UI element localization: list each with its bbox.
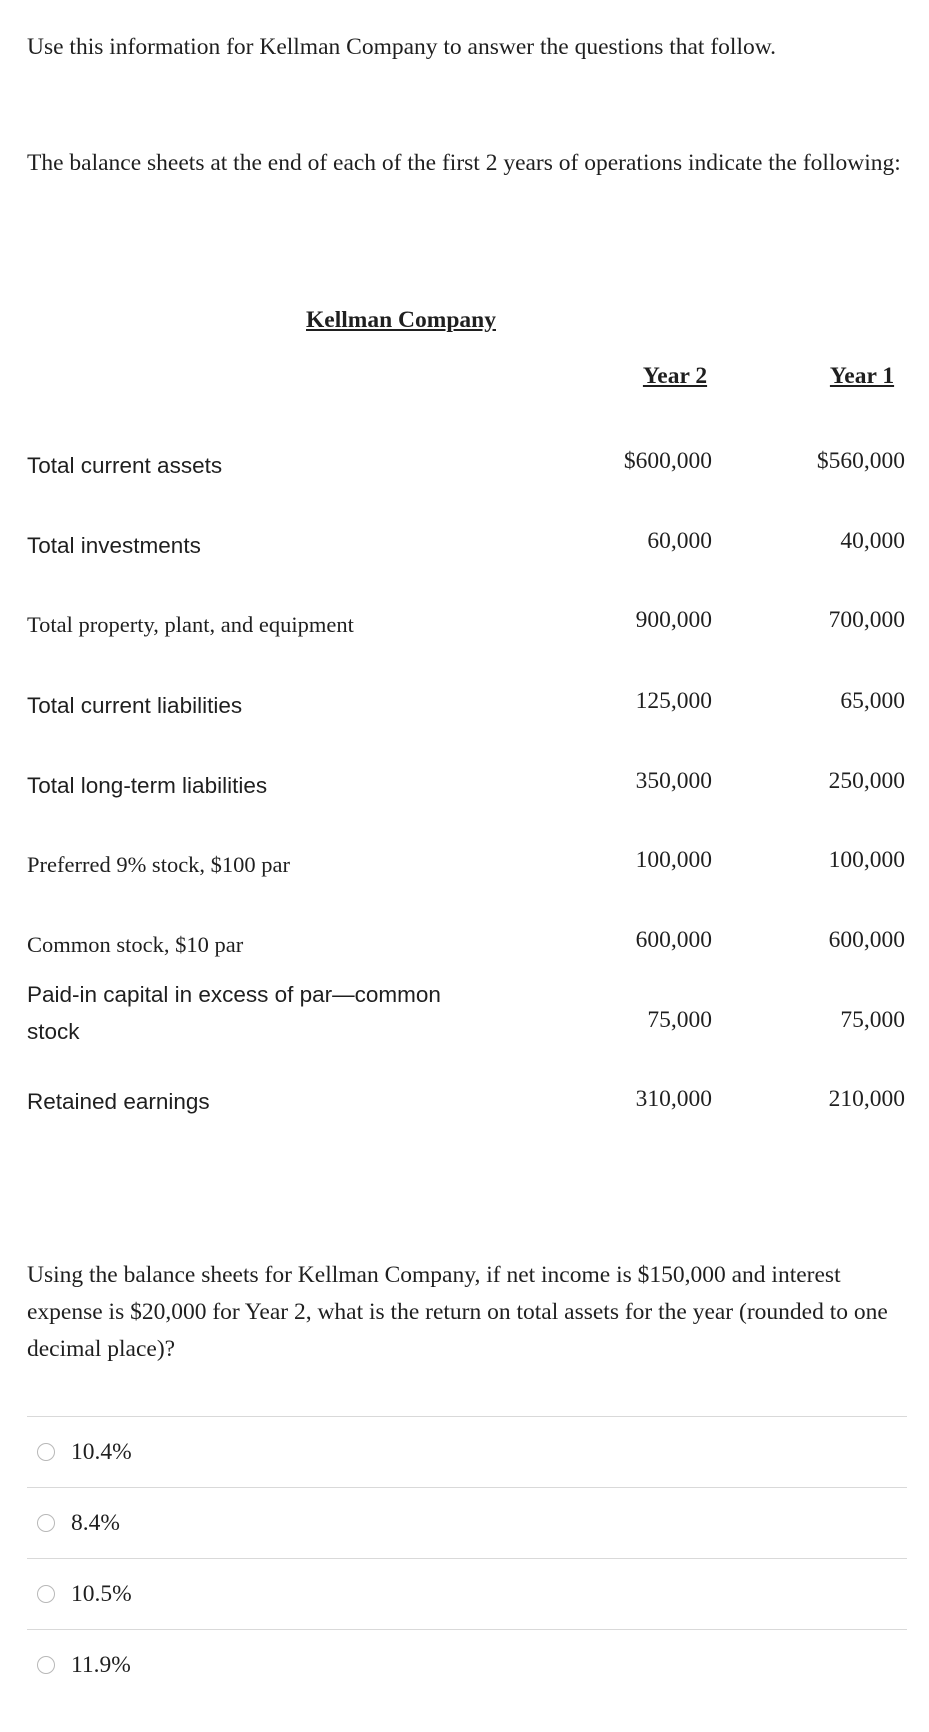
row-label: Total property, plant, and equipment <box>27 612 354 637</box>
row-label: Total current liabilities <box>27 693 243 718</box>
row-value-year1: 600,000 <box>828 927 905 953</box>
row-value-year1: 100,000 <box>828 847 905 873</box>
answer-option[interactable] <box>27 1558 907 1629</box>
radio-button-icon[interactable] <box>37 1585 55 1603</box>
column-header-year1: Year 1 <box>829 363 895 389</box>
row-value-year1: 65,000 <box>840 688 905 714</box>
lead-text: The balance sheets at the end of each of the first 2 years of operations indicate the following: <box>27 150 901 176</box>
row-value-year2: 60,000 <box>647 528 712 554</box>
row-label: Common stock, $10 par <box>27 932 244 957</box>
radio-button-icon[interactable] <box>37 1656 55 1674</box>
company-title: Kellman Company <box>306 307 496 333</box>
row-label: Total current assets <box>27 453 223 478</box>
answer-option-label: 11.9% <box>71 1651 131 1678</box>
row-value-year2: 310,000 <box>635 1086 712 1112</box>
radio-button-icon[interactable] <box>37 1514 55 1532</box>
row-value-year2: 350,000 <box>635 768 712 794</box>
row-label: Retained earnings <box>27 1089 210 1114</box>
row-value-year1: 700,000 <box>828 607 905 633</box>
answer-option[interactable] <box>27 1487 907 1558</box>
column-header-year2: Year 2 <box>642 363 708 389</box>
answer-option[interactable] <box>27 1629 907 1700</box>
row-label: Preferred 9% stock, $100 par <box>27 852 291 877</box>
radio-button-icon[interactable] <box>37 1443 55 1461</box>
answer-options <box>27 1416 907 1700</box>
question-text: Using the balance sheets for Kellman Company, if net income is $150,000 and interest expense is $20,000 for Year 2, what is the return on total assets for the year (rounded to one decimal place)? <box>27 1262 888 1363</box>
row-label: Total investments <box>27 533 201 558</box>
answer-option-label: 10.5% <box>71 1580 132 1607</box>
row-value-year2: 900,000 <box>635 607 712 633</box>
answer-option-label: 8.4% <box>71 1509 120 1536</box>
answer-option[interactable] <box>27 1416 907 1487</box>
row-value-year1: $560,000 <box>816 448 905 474</box>
row-value-year2: 100,000 <box>635 847 712 873</box>
answer-option-label: 10.4% <box>71 1438 132 1465</box>
row-value-year1: 250,000 <box>828 768 905 794</box>
row-value-year2: $600,000 <box>623 448 712 474</box>
row-value-year2: 75,000 <box>647 1007 712 1033</box>
row-value-year1: 40,000 <box>840 528 905 554</box>
row-value-year2: 125,000 <box>635 688 712 714</box>
intro-text: Use this information for Kellman Company to answer the questions that follow. <box>27 34 777 60</box>
row-value-year2: 600,000 <box>635 927 712 953</box>
row-value-year1: 75,000 <box>840 1007 905 1033</box>
row-value-year1: 210,000 <box>828 1086 905 1112</box>
row-label: Paid-in capital in excess of par—common stock <box>27 982 441 1044</box>
row-label: Total long-term liabilities <box>27 773 268 798</box>
